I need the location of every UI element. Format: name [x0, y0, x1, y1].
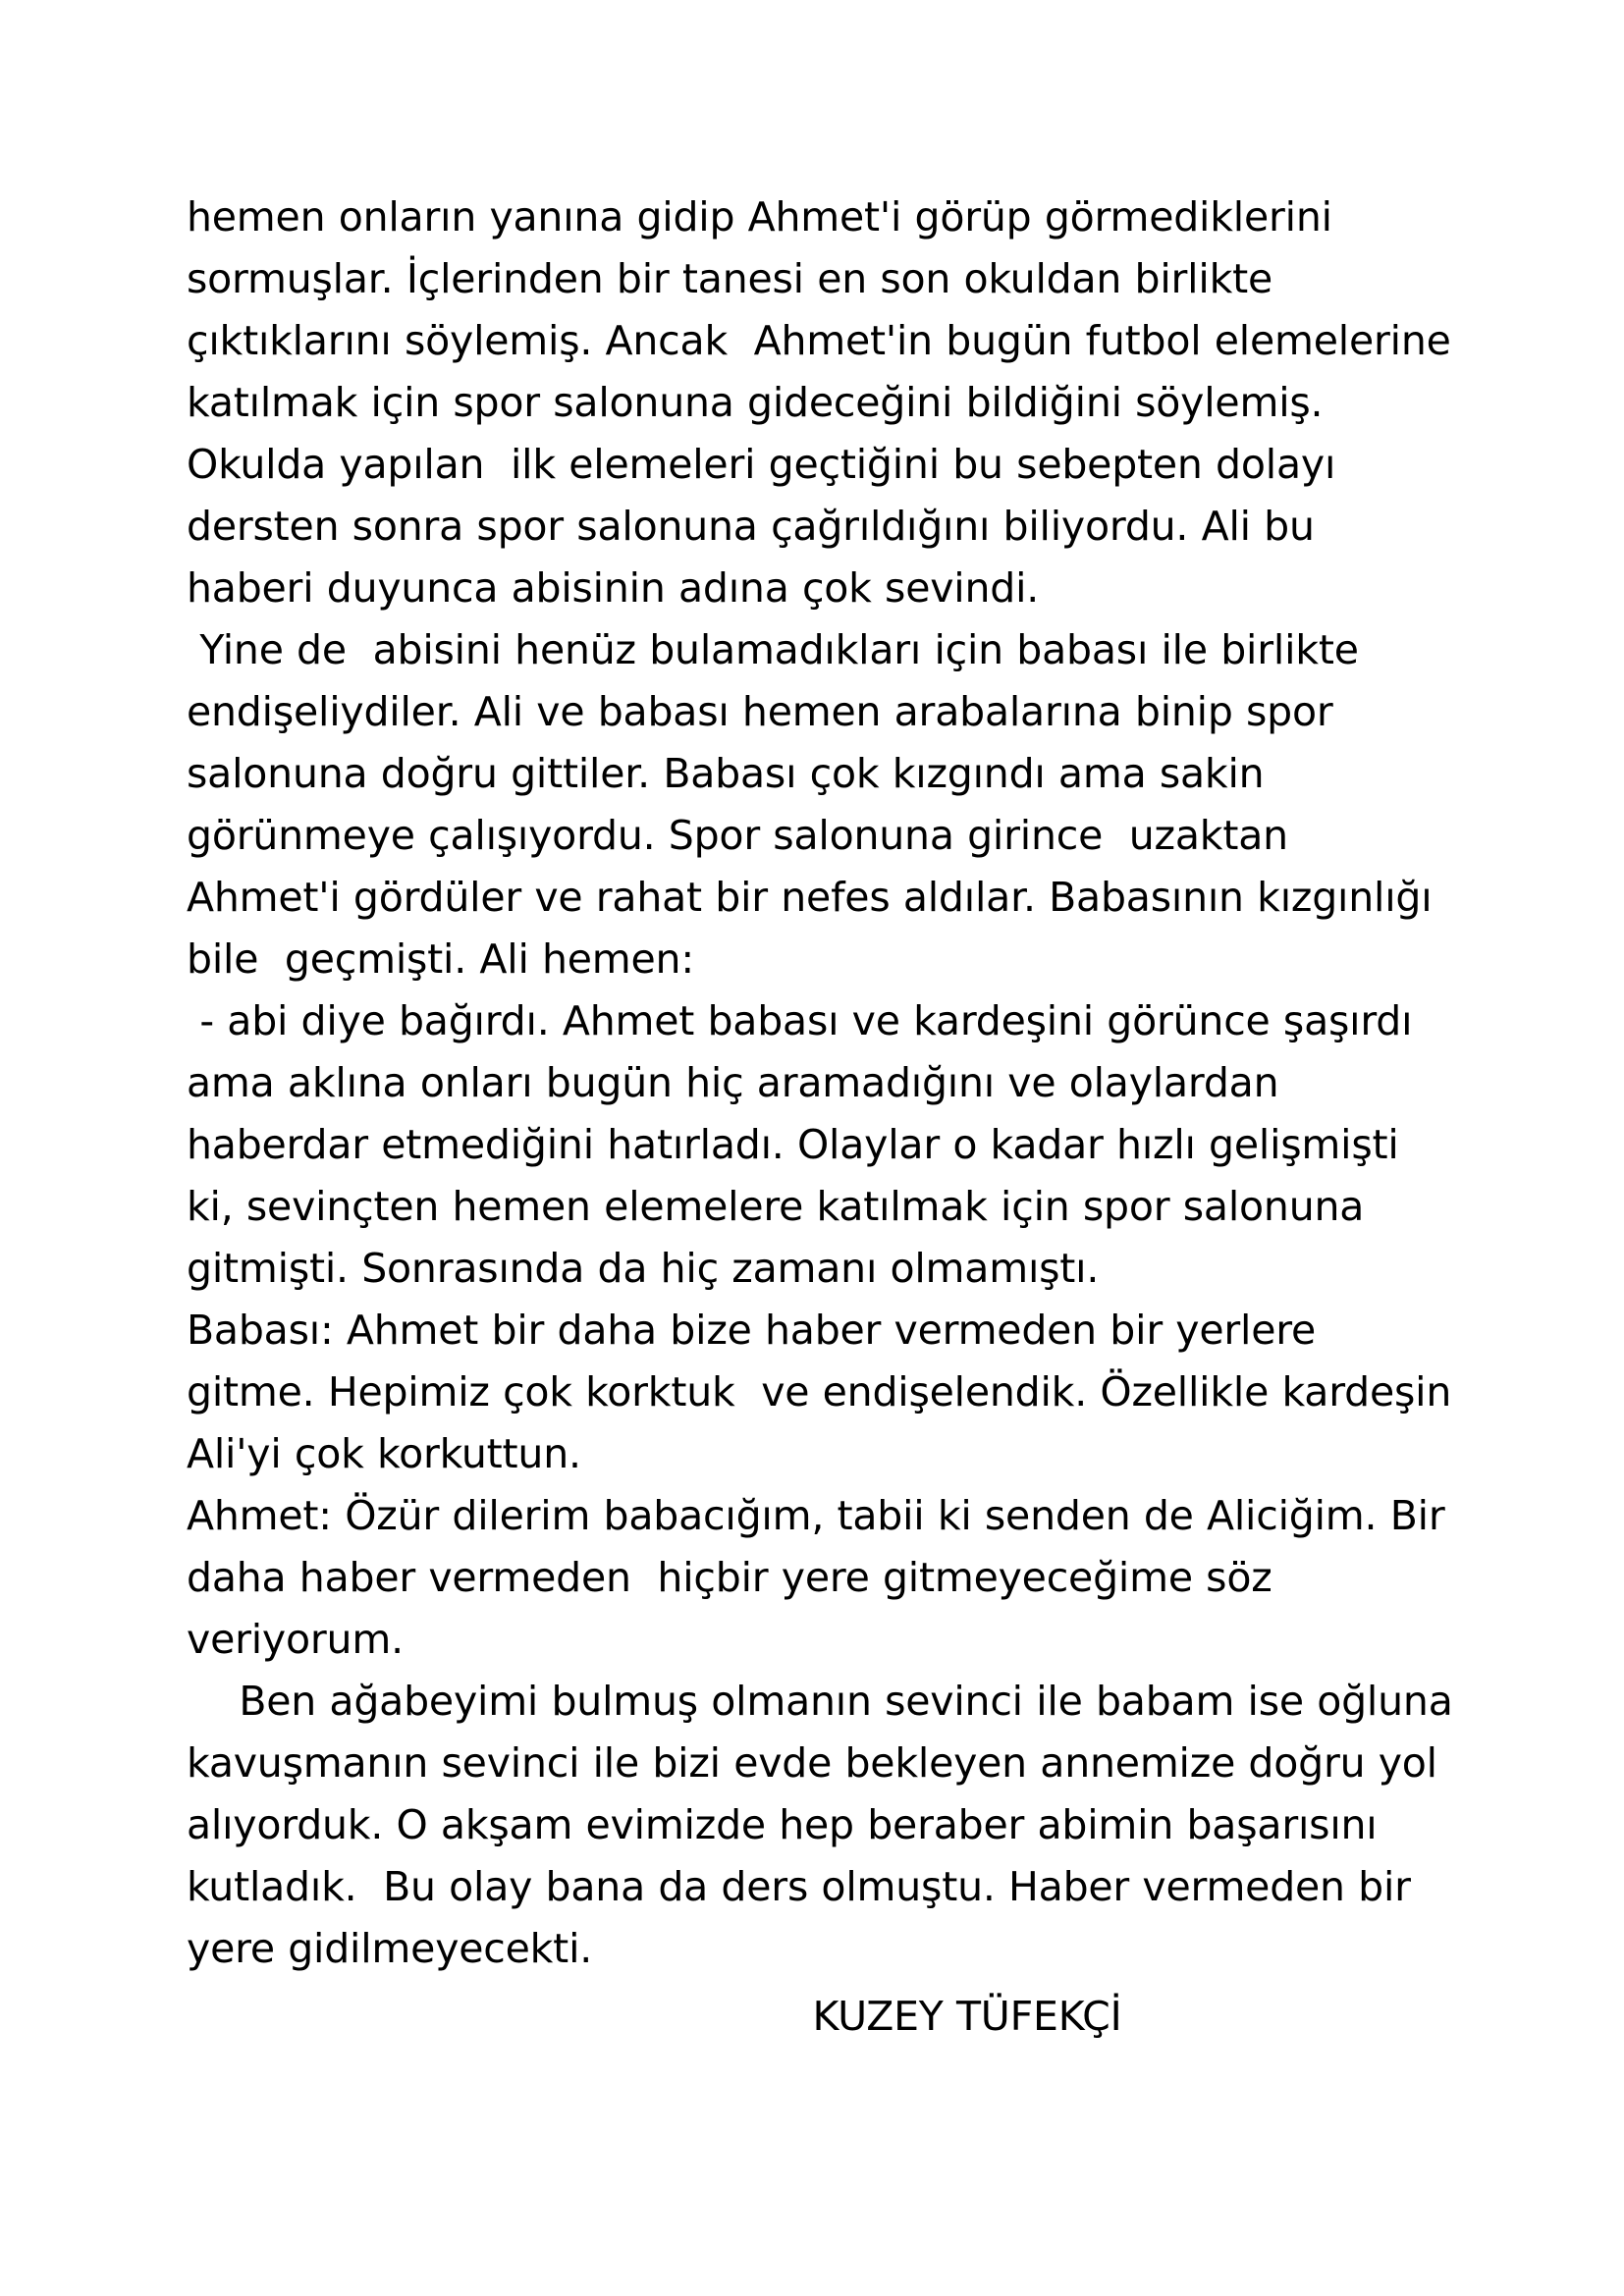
paragraph-4-fathers-dialogue: Babası: Ahmet bir daha bize haber vermeden bir yerlere gitme. Hepimiz çok korktuk ve endişelendik. Özellikle kardeşin Ali'yi çok korkuttun. [187, 1307, 1478, 1477]
paragraph-6-closing: Ben ağabeyimi bulmuş olmanın sevinci ile babam ise oğluna kavuşmanın sevinci ile bizi evde bekleyen annemize doğru yol alıyorduk. O akşam evimizde hep beraber abimin başarısını kutladık. Bu olay bana da ders olmuştu. Haber vermeden bir yere gidilmeyecekti. [187, 1678, 1466, 1972]
signature-block [187, 1986, 1453, 2048]
paragraph-2: Yine de abisini henüz bulamadıkları için babası ile birlikte endişeliydiler. Ali ve babası hemen arabalarına binip spor salonuna doğru gittiler. Babası çok kızgındı ama sakin görünmeye çalışıyordu. Spor salonuna girince uzaktan Ahmet'i gördüler ve rahat bir nefes aldılar. Babasının kızgınlığı bile geçmişti. Ali hemen: [187, 626, 1445, 983]
document-body [187, 187, 1478, 2048]
author-signature: KUZEY TÜFEKÇİ [812, 1993, 1122, 2040]
paragraph-3: - abi diye bağırdı. Ahmet babası ve kardeşini görünce şaşırdı ama aklına onları bugün hiç aramadığını ve olaylardan haberdar etmediğini hatırladı. Olaylar o kadar hızlı gelişmişti ki, sevinçten hemen elemelere katılmak için spor salonuna gitmişti. Sonrasında da hiç zamanı olmamıştı. [187, 997, 1426, 1292]
paragraph-5-ahmets-dialogue: Ahmet: Özür dilerim babacığım, tabii ki senden de Aliciğim. Bir daha haber vermeden hiçbir yere gitmeyeceğime söz veriyorum. [187, 1492, 1458, 1663]
paragraph-1: hemen onların yanına gidip Ahmet'i görüp görmediklerini sormuşlar. İçlerinden bir tanesi en son okuldan birlikte çıktıklarını söylemiş. Ancak Ahmet'in bugün futbol elemelerine katılmak için spor salonuna gideceğini bildiğini söylemiş. Okulda yapılan ilk elemeleri geçtiğini bu sebepten dolayı dersten sonra spor salonuna çağrıldığını biliyordu. Ali bu haberi duyunca abisinin adına çok sevindi. [187, 193, 1478, 612]
